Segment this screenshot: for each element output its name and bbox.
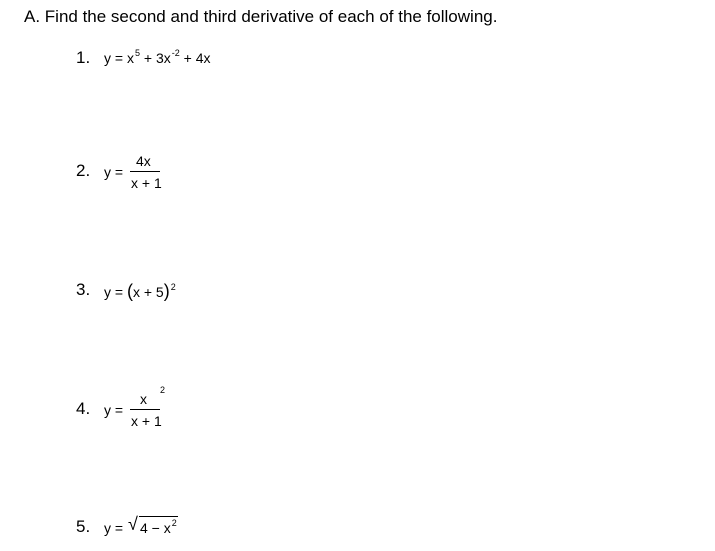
problem-2-numerator: 4x (136, 153, 151, 169)
square-root-sign: √ (128, 514, 138, 534)
close-paren: ) (163, 281, 170, 301)
exponent: 5 (134, 48, 140, 58)
term-3x: + 3x (139, 50, 171, 66)
problem-3-equation (104, 281, 176, 302)
problem-4-lhs: y = (104, 402, 124, 418)
term-4x: + 4x (179, 50, 211, 66)
open-paren: ( (126, 281, 133, 301)
exponent: 2 (171, 518, 177, 528)
term-x: x (126, 50, 134, 66)
problem-5-number: 5. (76, 517, 91, 536)
problem-3-number: 3. (76, 280, 91, 299)
problem-4-numerator: x (140, 391, 147, 407)
fraction-bar (130, 409, 160, 410)
equation-lhs: y = (104, 284, 127, 300)
problem-1-number: 1. (76, 48, 91, 67)
problem-4-number: 4. (76, 399, 91, 418)
instructions-heading: A. Find the second and third derivative of each of the following. (24, 7, 498, 26)
fraction-bar (130, 171, 160, 172)
exponent: -2 (171, 48, 180, 58)
equation-lhs: y = (104, 50, 127, 66)
problem-4-denominator: x + 1 (131, 413, 162, 429)
problem-5-lhs: y = (104, 520, 124, 536)
problem-4-exponent: 2 (160, 385, 166, 395)
problem-2-lhs: y = (104, 164, 124, 180)
problem-2-number: 2. (76, 161, 91, 180)
exponent: 2 (170, 282, 176, 292)
problem-5-radicand (140, 520, 177, 536)
problem-1-equation (104, 50, 211, 66)
radical-vinculum (139, 516, 178, 517)
inner-expression: x + 5 (132, 284, 164, 300)
radicand: 4 − x (140, 520, 171, 536)
problem-2-denominator: x + 1 (131, 175, 162, 191)
